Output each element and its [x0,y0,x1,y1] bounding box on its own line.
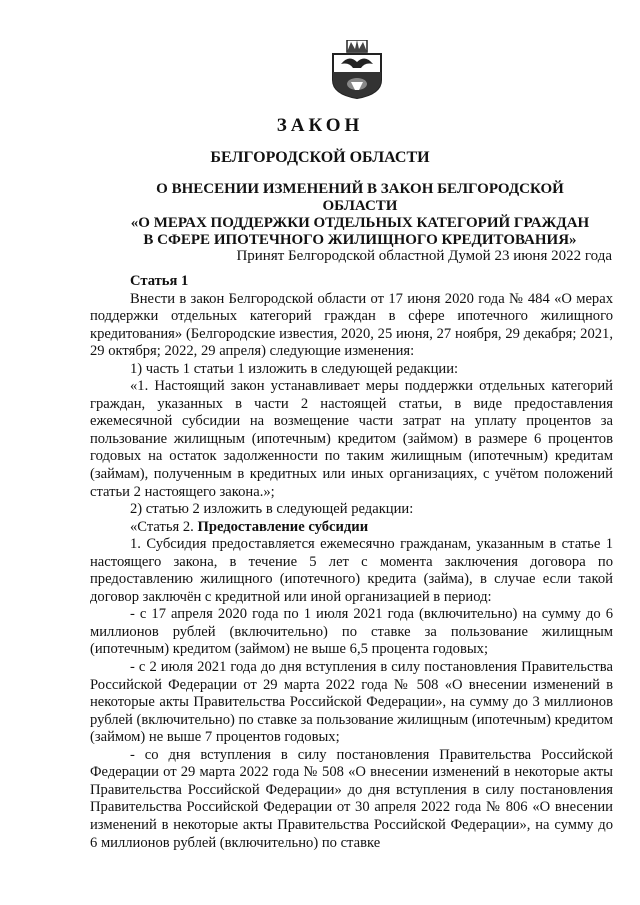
article-2-prefix: «Статья 2. [130,518,198,535]
document-title: ЗАКОН [276,115,364,136]
amendment-item: 1) часть 1 статьи 1 изложить в следующей редакции: [130,360,459,377]
document-region: БЕЛГОРОДСКОЙ ОБЛАСТИ [210,149,430,166]
article-2-title: Предоставление субсидии [197,518,369,535]
coat-of-arms-emblem [329,40,385,100]
article-intro: Внести в закон Белгородской области от 17 июня 2020 года № 484 «О мерах поддержки отдельных категорий граждан в сфере ипотечного жилищного кредитования» (Белгородские известия, 2020, 25 июня, 27 ноября, 29 декабря; 2021, 29 октября; 2022, 29 апреля) следующие изменения: [90,290,613,360]
amendment-text: «1. Настоящий закон устанавливает меры поддержки отдельных категорий граждан, указанных в части 2 настоящей статьи, в виде предоставления ежемесячной субсидии на возмещение части затрат на уплату процентов за пользование жилищным (ипотечным) кредитом (займом) в размере 6 процентов годовых на остаток задолженности по таким жилищным (ипотечным) кредитам (займам), полученным в кредитных или иных организациях, с учётом положений статьи 2 настоящего закона.»; [90,378,613,500]
dash-item: - со дня вступления в силу постановления Правительства Российской Федерации от 29 марта 2022 года № 508 «О внесении изменений в некоторые акты Правительства Российской Федерации» до дня вступления в силу постановления Правительства Российской Федерации от 30 апреля 2022 года № 806 «О внесении изменений в некоторые акты Правительства Российской Федерации», на сумму до 6 миллионов рублей (включительно) по ставке [90,746,613,851]
subject-line: В СФЕРЕ ИПОТЕЧНОГО ЖИЛИЩНОГО КРЕДИТОВАНИЯ» [143,232,577,248]
document-body [90,273,613,852]
document-subject [120,181,600,249]
dash-item: - с 17 апреля 2020 года по 1 июля 2021 года (включительно) на сумму до 6 миллионов рублей (включительно) по ставке за пользование жилищным (ипотечным) кредитом (займом) не выше 6,5 процента годовых; [90,606,613,658]
article-2-heading [90,519,613,537]
article-heading: Статья 1 [130,273,189,289]
subject-line: О ВНЕСЕНИИ ИЗМЕНЕНИЙ В ЗАКОН БЕЛГОРОДСКОЙ ОБЛАСТИ [156,181,564,214]
paragraph: 1. Субсидия предоставляется ежемесячно гражданам, указанным в статье 1 настоящего закона, в течение 5 лет с момента заключения договора по предоставлению жилищного (ипотечного) кредита (займа), в случае если такой договор заключён с кредитной или иной организацией в период: [90,536,613,605]
adoption-line: Принят Белгородской областной Думой 23 июня 2022 года [236,248,612,264]
subject-line: «О МЕРАХ ПОДДЕРЖКИ ОТДЕЛЬНЫХ КАТЕГОРИЙ ГРАЖДАН [130,215,590,231]
amendment-item: 2) статью 2 изложить в следующей редакции: [130,501,414,518]
dash-item: - с 2 июля 2021 года до дня вступления в силу постановления Правительства Российской Федерации от 29 марта 2022 года № 508 «О внесении изменений в некоторые акты Правительства Российской Федерации», на сумму до 3 миллионов рублей (включительно) по ставке за пользование жилищным (ипотечным) кредитом (займом) не выше 7 процентов годовых; [90,659,614,746]
